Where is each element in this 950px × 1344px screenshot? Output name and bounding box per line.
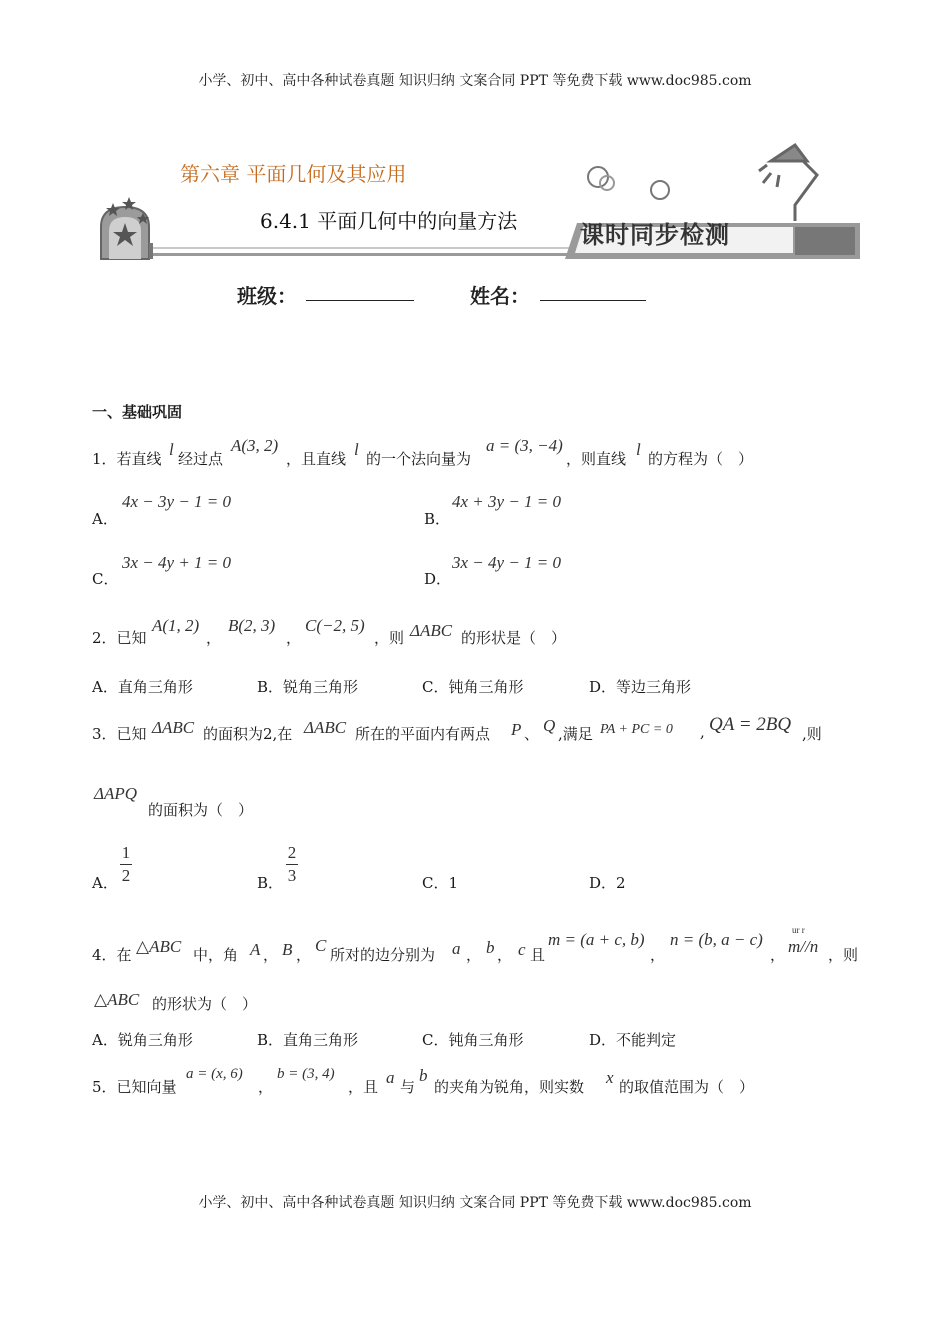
q1-option-a[interactable]: 4x − 3y − 1 = 0 [122,492,232,511]
chapter-title: 第六章 平面几何及其应用 [180,162,407,186]
title-decoration [95,135,865,265]
q2-option-c[interactable]: C．钝角三角形 [422,678,524,696]
q2-option-b[interactable]: B．锐角三角形 [257,678,359,696]
q3-option-a-fraction[interactable]: 1 2 [121,843,131,885]
q1-option-b-label[interactable]: B． [424,510,451,528]
q1-option-a-label[interactable]: A． [92,510,118,528]
lesson-title: 6.4.1 平面几何中的向量方法 [260,209,518,233]
q4-option-b[interactable]: B．直角三角形 [257,1031,359,1049]
q3-option-c[interactable]: C．1 [422,874,459,892]
q3-option-b-fraction[interactable]: 2 3 [287,843,297,885]
top-banner: 小学、初中、高中各种试卷真题 知识归纳 文案合同 PPT 等免费下载 www.doc985.com [198,73,752,89]
class-label: 班级： [237,284,297,308]
name-label: 姓名： [470,284,530,308]
q3-option-b-label[interactable]: B． [257,874,284,892]
q1-option-d-label[interactable]: D． [424,570,452,588]
q1-option-c-label[interactable]: C． [92,570,119,588]
desk-lamp-icon [759,145,817,221]
name-field[interactable] [540,278,646,301]
q4-option-c[interactable]: C．钝角三角形 [422,1031,524,1049]
banner-title: 课时同步检测 [580,220,730,249]
q3-option-d[interactable]: D．2 [589,874,626,892]
q1-option-b[interactable]: 4x + 3y − 1 = 0 [452,492,562,511]
q1-option-c[interactable]: 3x − 4y + 1 = 0 [122,553,232,572]
q4-option-a[interactable]: A．锐角三角形 [92,1031,193,1049]
star-badge-icon [101,197,153,259]
q4-option-d[interactable]: D．不能判定 [589,1031,677,1049]
q1-option-d[interactable]: 3x − 4y − 1 = 0 [452,553,562,572]
q2-option-a[interactable]: A．直角三角形 [92,678,193,696]
section-title: 一、基础巩固 [92,403,183,421]
q3-option-a-label[interactable]: A． [92,874,118,892]
class-field[interactable] [306,278,414,301]
bottom-banner: 小学、初中、高中各种试卷真题 知识归纳 文案合同 PPT 等免费下载 www.doc985.com [198,1195,752,1211]
q2-option-d[interactable]: D．等边三角形 [589,678,692,696]
